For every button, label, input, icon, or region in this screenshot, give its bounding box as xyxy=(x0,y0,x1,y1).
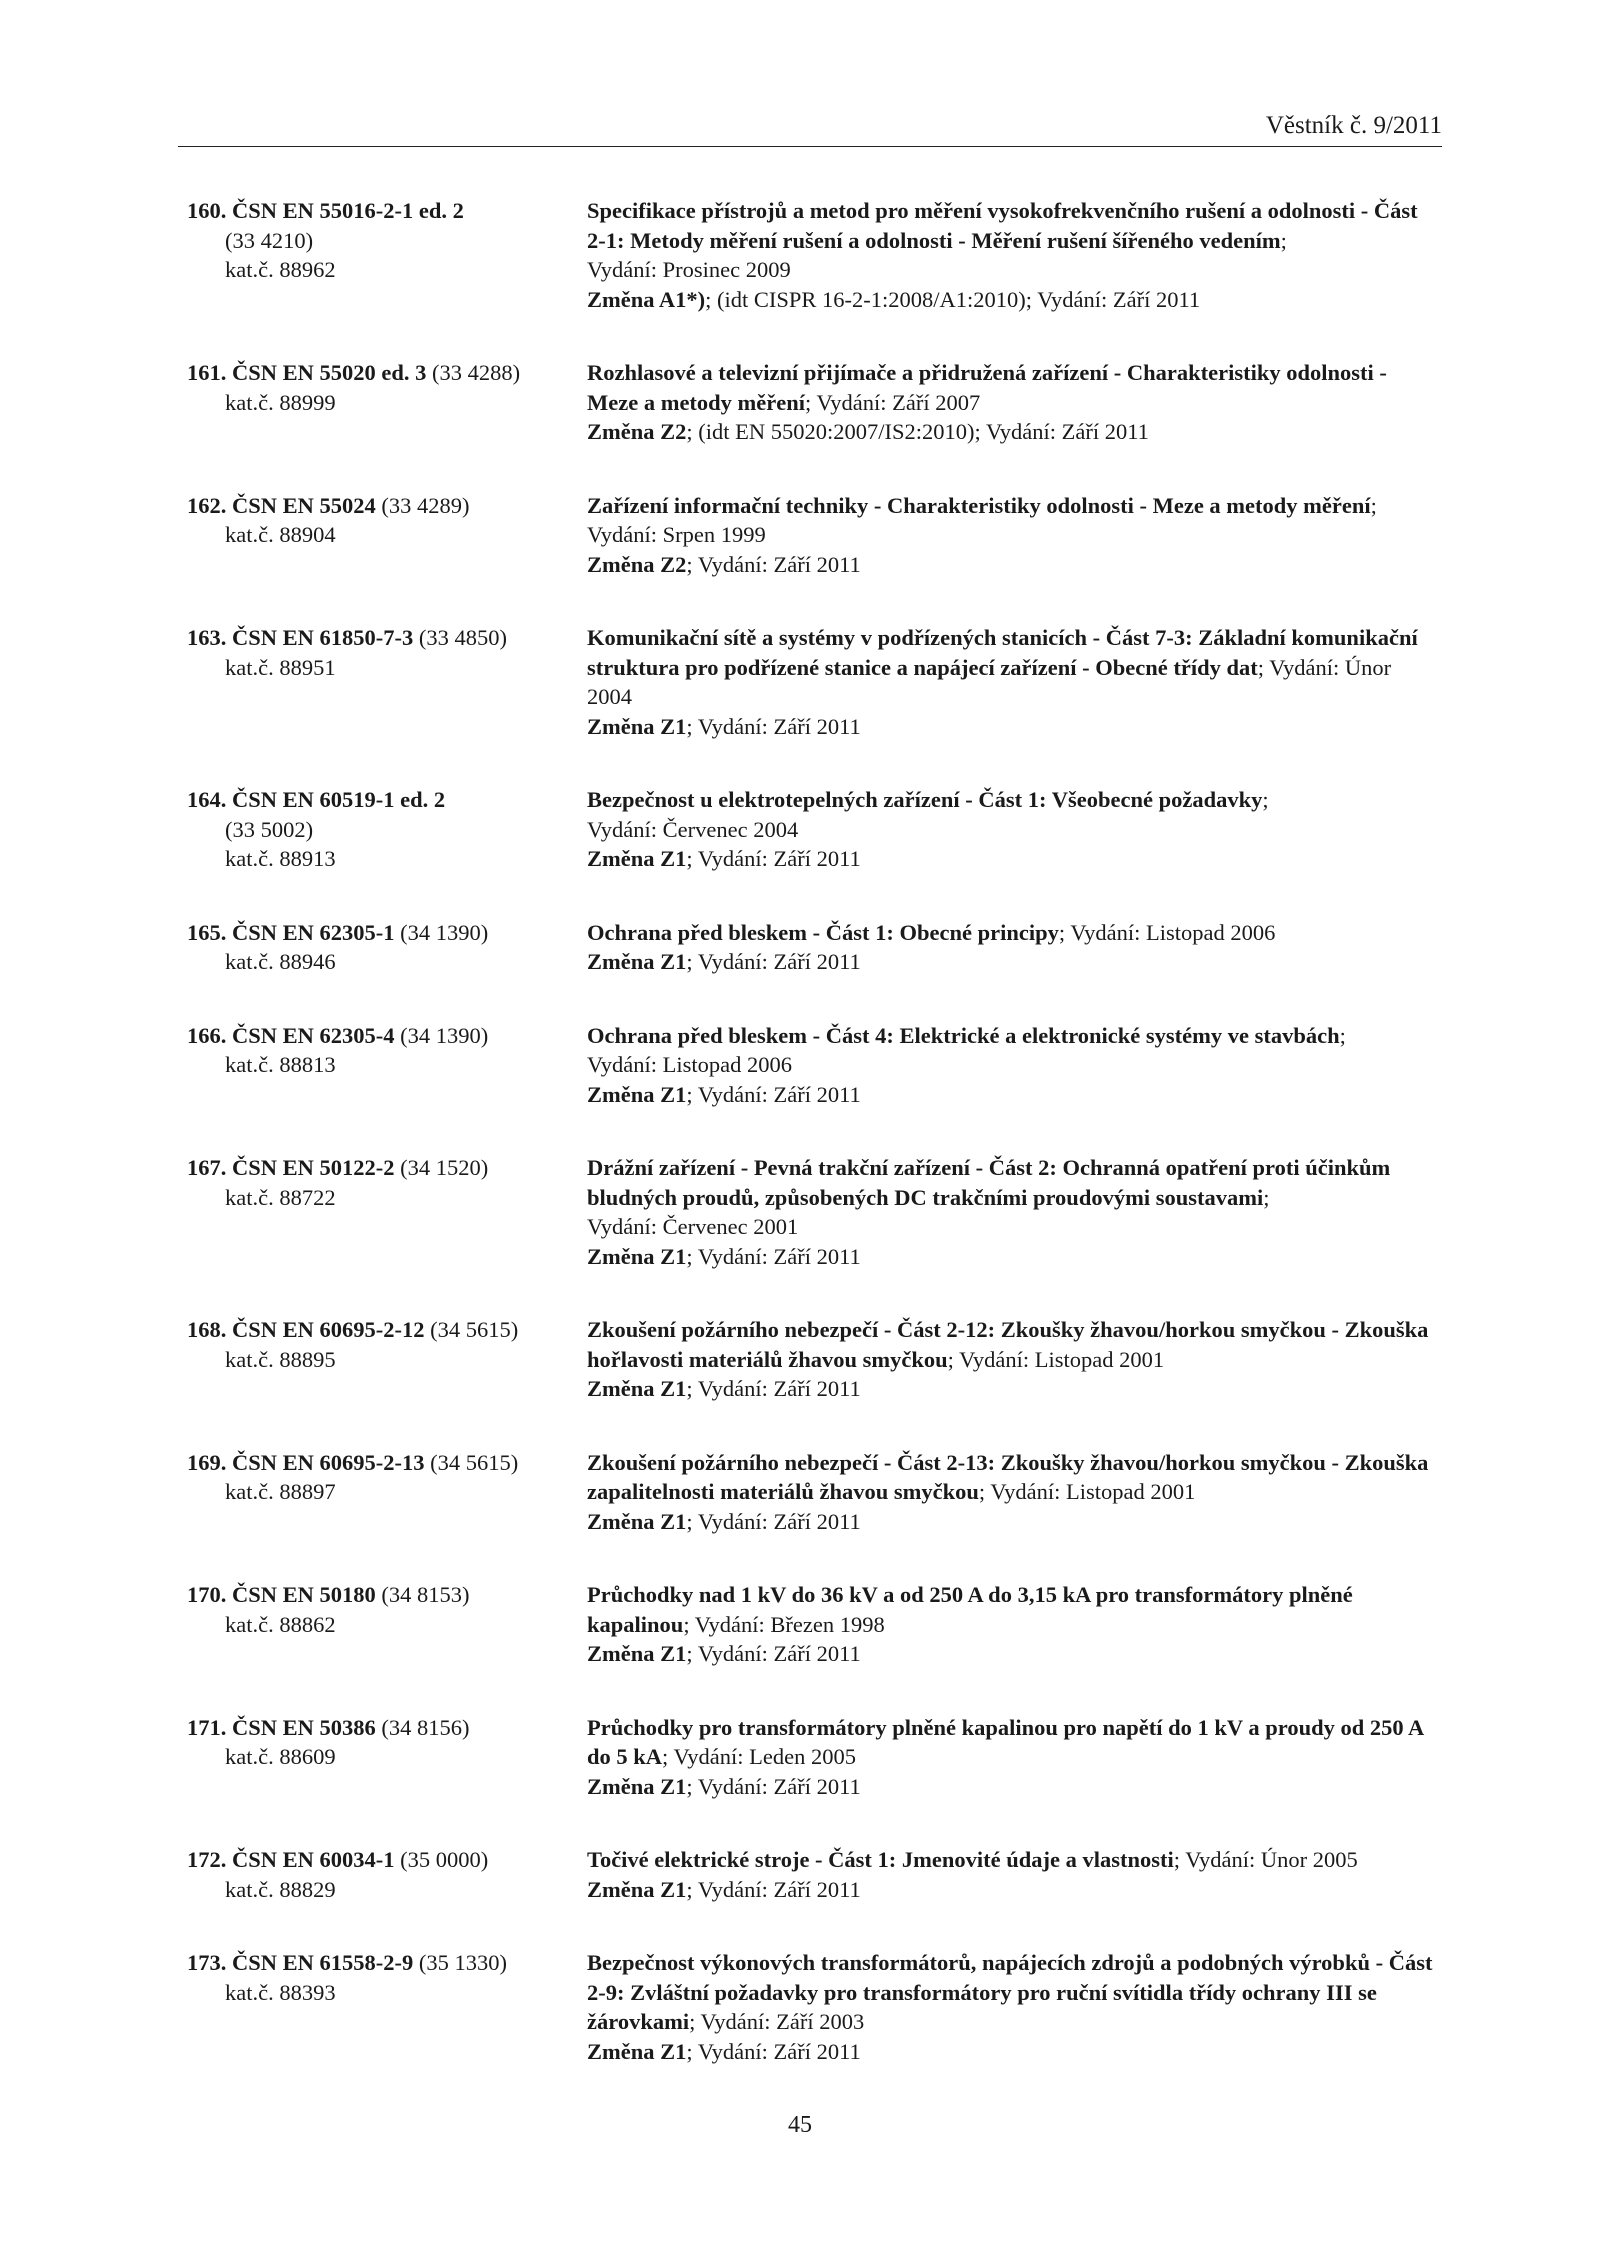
issue-date: Vydání: Prosinec 2009 xyxy=(587,257,791,282)
standard-code: ČSN EN 60695-2-13 xyxy=(232,1449,425,1475)
standard-code: ČSN EN 61850-7-3 xyxy=(232,625,414,650)
standard-entry xyxy=(187,623,1447,741)
standard-code: ČSN EN 60519-1 ed. 2 xyxy=(232,787,446,812)
entry-identifiers xyxy=(187,1448,587,1537)
issue-date: ; Vydání: Březen 1998 xyxy=(683,1611,885,1637)
standard-entry xyxy=(187,1948,1447,2066)
standard-entry xyxy=(187,1021,1447,1110)
amendment-label: Změna Z1 xyxy=(587,949,687,974)
amendment-label: Změna Z1 xyxy=(587,2038,687,2064)
issue-date: ; Vydání: Listopad 2001 xyxy=(947,1346,1165,1372)
standard-entry xyxy=(187,491,1447,580)
class-code: (33 4289) xyxy=(381,492,470,518)
standard-entry xyxy=(187,785,1447,874)
standard-entry xyxy=(187,358,1447,447)
entry-number: 165. xyxy=(187,919,227,945)
catalog-number: kat.č. 88609 xyxy=(225,1744,336,1769)
standard-title: Rozhlasové a televizní přijímače a přidružená zařízení - Charakteristiky odolnosti - Meze a metody měření xyxy=(587,360,1387,415)
amendment-label: Změna Z1 xyxy=(587,1641,687,1666)
entry-description xyxy=(587,785,1437,874)
standard-title: Drážní zařízení - Pevná trakční zařízení - Část 2: Ochranná opatření proti účinkům bludných proudů, způsobených DC trakčními proudovými soustavami xyxy=(587,1155,1391,1210)
entry-identifiers xyxy=(187,358,587,447)
entry-identifiers xyxy=(187,918,587,977)
class-code: (35 1330) xyxy=(418,1950,508,1975)
issue-date: ; Vydání: Listopad 2006 xyxy=(1058,919,1276,945)
standard-title: Průchodky nad 1 kV do 36 kV a od 250 A do 3,15 kA pro transformátory plněné kapalinou xyxy=(587,1582,1353,1637)
entry-identifiers xyxy=(187,1845,587,1904)
entry-identifiers xyxy=(187,623,587,741)
issue-date: ; Vydání: Leden 2005 xyxy=(662,1744,856,1769)
standard-entry xyxy=(187,1153,1447,1271)
class-code: (33 4210) xyxy=(225,227,314,253)
amendment-details: ; Vydání: Září 2011 xyxy=(686,1081,861,1107)
standard-title: Zkoušení požárního nebezpečí - Část 2-12: Zkoušky žhavou/horkou smyčkou - Zkouška hořlavosti materiálů žhavou smyčkou xyxy=(587,1317,1429,1372)
catalog-number: kat.č. 88722 xyxy=(225,1184,336,1210)
standard-title: Zařízení informační techniky - Charakteristiky odolnosti - Meze a metody měření xyxy=(587,492,1371,518)
amendment-details: ; Vydání: Září 2011 xyxy=(686,713,861,739)
amendment-details: ; Vydání: Září 2011 xyxy=(686,2038,861,2064)
amendment-label: Změna Z1 xyxy=(587,1243,687,1269)
entry-identifiers xyxy=(187,1580,587,1669)
standard-code: ČSN EN 50180 xyxy=(232,1582,376,1607)
standard-code: ČSN EN 55024 xyxy=(232,492,376,518)
entry-identifiers xyxy=(187,491,587,580)
standard-code: ČSN EN 62305-4 xyxy=(232,1022,395,1048)
entry-description xyxy=(587,918,1437,977)
entry-number: 162. xyxy=(187,492,227,518)
standard-entry xyxy=(187,918,1447,977)
amendment-label: Změna Z1 xyxy=(587,1376,687,1401)
class-code: (34 1390) xyxy=(400,1022,489,1048)
standard-title: Specifikace přístrojů a metod pro měření vysokofrekvenčního rušení a odolnosti - Část 2-1: Metody měření rušení a odolnosti - Měření rušení šířeného vedením xyxy=(587,198,1418,253)
entry-description xyxy=(587,1948,1437,2066)
amendment-label: Změna Z2 xyxy=(587,551,687,577)
entry-description xyxy=(587,1845,1437,1904)
entry-identifiers xyxy=(187,196,587,314)
entry-number: 170. xyxy=(187,1582,227,1607)
entry-identifiers xyxy=(187,1713,587,1802)
amendment-details: ; Vydání: Září 2011 xyxy=(686,1243,861,1269)
catalog-number: kat.č. 88946 xyxy=(225,949,336,974)
catalog-number: kat.č. 88962 xyxy=(225,257,336,282)
standard-title: Zkoušení požárního nebezpečí - Část 2-13: Zkoušky žhavou/horkou smyčkou - Zkouška zapalitelnosti materiálů žhavou smyčkou xyxy=(587,1449,1429,1504)
issue-date: ; Vydání: Únor 2005 xyxy=(1173,1847,1358,1872)
catalog-number: kat.č. 88829 xyxy=(225,1876,336,1902)
amendment-label: Změna Z1 xyxy=(587,1773,687,1799)
amendment-details: ; Vydání: Září 2011 xyxy=(686,1376,861,1401)
amendment-label: Změna A1*) xyxy=(587,286,706,312)
standard-code: ČSN EN 50386 xyxy=(232,1714,376,1740)
issue-date: ; Vydání: Červenec 2001 xyxy=(587,1184,1270,1239)
standard-code: ČSN EN 62305-1 xyxy=(232,919,395,945)
entry-description: Specifikace přístrojů a metod pro měření vysokofrekvenčního rušení a odolnosti - Část 2-1: Metody měření rušení a odolnosti - Měření rušení šířeného vedením; Vydání: Prosinec 2009 Změna A1*); (idt CISPR 16-2-1:2008/A1:2010); Vydání: Září 2011 xyxy=(587,198,1418,312)
catalog-number: kat.č. 88999 xyxy=(225,389,336,415)
entry-identifiers xyxy=(187,785,587,874)
entry-description xyxy=(587,623,1437,741)
standard-code: ČSN EN 55016-2-1 ed. 2 xyxy=(232,198,464,223)
issue-date: ; Vydání: Červenec 2004 xyxy=(587,787,1269,842)
amendment-label: Změna Z1 xyxy=(587,1508,687,1534)
issue-date: ; Vydání: Září 2003 xyxy=(689,2009,865,2034)
entry-description xyxy=(587,1021,1437,1110)
class-code: (34 1520) xyxy=(400,1155,489,1180)
standard-title: Komunikační sítě a systémy v podřízených stanicích - Část 7-3: Základní komunikační struktura pro podřízené stanice a napájecí zařízení - Obecné třídy dat xyxy=(587,625,1418,680)
page-number: 45 xyxy=(788,2112,812,2138)
amendment-details: ; (idt CISPR 16-2-1:2008/A1:2010); Vydání: Září 2011 xyxy=(705,286,1201,312)
entry-number: 173. xyxy=(187,1950,227,1975)
standards-list xyxy=(187,196,1447,2110)
entry-description xyxy=(587,1713,1437,1802)
standard-code: ČSN EN 55020 ed. 3 xyxy=(232,360,427,385)
issue-date: ; Vydání: Listopad 2001 xyxy=(978,1479,1196,1504)
standard-title: Točivé elektrické stroje - Část 1: Jmenovité údaje a vlastnosti xyxy=(587,1847,1174,1872)
amendment-label: Změna Z2 xyxy=(587,419,687,444)
entry-description xyxy=(587,1153,1437,1271)
standard-code: ČSN EN 60695-2-12 xyxy=(232,1317,425,1342)
amendment-details: ; (idt EN 55020:2007/IS2:2010); Vydání: Září 2011 xyxy=(686,419,1149,444)
class-code: (33 5002) xyxy=(225,816,314,842)
entry-identifiers xyxy=(187,1948,587,2066)
catalog-number: kat.č. 88951 xyxy=(225,654,336,680)
entry-number: 161. xyxy=(187,360,227,385)
page-header xyxy=(178,106,1442,147)
amendment-label: Změna Z1 xyxy=(587,1081,687,1107)
standard-title: Průchodky pro transformátory plněné kapalinou pro napětí do 1 kV a proudy od 250 A do 5 kA xyxy=(587,1714,1424,1769)
entry-number: 167. xyxy=(187,1155,227,1180)
amendment-details: ; Vydání: Září 2011 xyxy=(686,1773,861,1799)
standard-title: Bezpečnost u elektrotepelných zařízení - Část 1: Všeobecné požadavky xyxy=(587,787,1263,812)
entry-number: 163. xyxy=(187,625,227,650)
entry-description xyxy=(587,1448,1437,1537)
issue-date: ; Vydání: Září 2007 xyxy=(805,389,981,415)
class-code: (34 5615) xyxy=(430,1317,519,1342)
amendment-details: ; Vydání: Září 2011 xyxy=(686,1508,861,1534)
standard-entry xyxy=(187,196,1447,314)
issue-date: ; Vydání: Únor 2004 xyxy=(587,654,1392,709)
header-title: Věstník č. 9/2011 xyxy=(1265,112,1442,139)
entry-number: 169. xyxy=(187,1449,227,1475)
standard-entry xyxy=(187,1713,1447,1802)
class-code: (34 8156) xyxy=(381,1714,470,1740)
standard-entry xyxy=(187,1448,1447,1537)
entry-number: 160. xyxy=(187,198,227,223)
entry-identifiers xyxy=(187,1021,587,1110)
catalog-number: kat.č. 88813 xyxy=(225,1052,336,1077)
standard-entry xyxy=(187,1580,1447,1669)
standard-title: Bezpečnost výkonových transformátorů, napájecích zdrojů a podobných výrobků - Část 2-9: Zvláštní požadavky pro transformátory pro ruční svítidla třídy ochrany III se žárovkami xyxy=(587,1950,1433,2034)
class-code: (34 5615) xyxy=(430,1449,519,1475)
standard-entry xyxy=(187,1845,1447,1904)
standard-code: ČSN EN 61558-2-9 xyxy=(232,1950,414,1975)
class-code: (34 1390) xyxy=(400,919,489,945)
amendment-details: ; Vydání: Září 2011 xyxy=(686,1876,861,1902)
class-code: (33 4850) xyxy=(418,625,508,650)
amendment-details: ; Vydání: Září 2011 xyxy=(686,846,861,871)
class-code: (35 0000) xyxy=(400,1847,489,1872)
catalog-number: kat.č. 88913 xyxy=(225,846,336,871)
catalog-number: kat.č. 88897 xyxy=(225,1479,336,1504)
standard-code: ČSN EN 50122-2 xyxy=(232,1155,395,1180)
class-code: (34 8153) xyxy=(381,1582,470,1607)
catalog-number: kat.č. 88862 xyxy=(225,1611,336,1637)
standard-title: Ochrana před bleskem - Část 1: Obecné principy xyxy=(587,919,1059,945)
amendment-label: Změna Z1 xyxy=(587,713,687,739)
class-code: (33 4288) xyxy=(432,360,521,385)
catalog-number: kat.č. 88904 xyxy=(225,522,336,547)
entry-description xyxy=(587,1315,1437,1404)
amendment-details: ; Vydání: Září 2011 xyxy=(686,949,861,974)
entry-number: 166. xyxy=(187,1022,227,1048)
amendment-label: Změna Z1 xyxy=(587,846,687,871)
entry-identifiers xyxy=(187,1315,587,1404)
entry-description xyxy=(587,491,1437,580)
amendment-details: ; Vydání: Září 2011 xyxy=(686,551,861,577)
catalog-number: kat.č. 88393 xyxy=(225,1979,336,2005)
standard-title: Ochrana před bleskem - Část 4: Elektrické a elektronické systémy ve stavbách xyxy=(587,1022,1340,1048)
entry-description xyxy=(587,358,1437,447)
entry-number: 164. xyxy=(187,787,227,812)
entry-identifiers xyxy=(187,1153,587,1271)
catalog-number: kat.č. 88895 xyxy=(225,1346,336,1372)
entry-number: 168. xyxy=(187,1317,227,1342)
issue-date: ; Vydání: Srpen 1999 xyxy=(587,492,1377,547)
entry-number: 171. xyxy=(187,1714,227,1740)
standard-code: ČSN EN 60034-1 xyxy=(232,1847,395,1872)
entry-number: 172. xyxy=(187,1847,227,1872)
issue-date: ; Vydání: Listopad 2006 xyxy=(587,1022,1346,1077)
amendment-label: Změna Z1 xyxy=(587,1876,687,1902)
amendment-details: ; Vydání: Září 2011 xyxy=(686,1641,861,1666)
entry-description xyxy=(587,1580,1437,1669)
standard-entry xyxy=(187,1315,1447,1404)
